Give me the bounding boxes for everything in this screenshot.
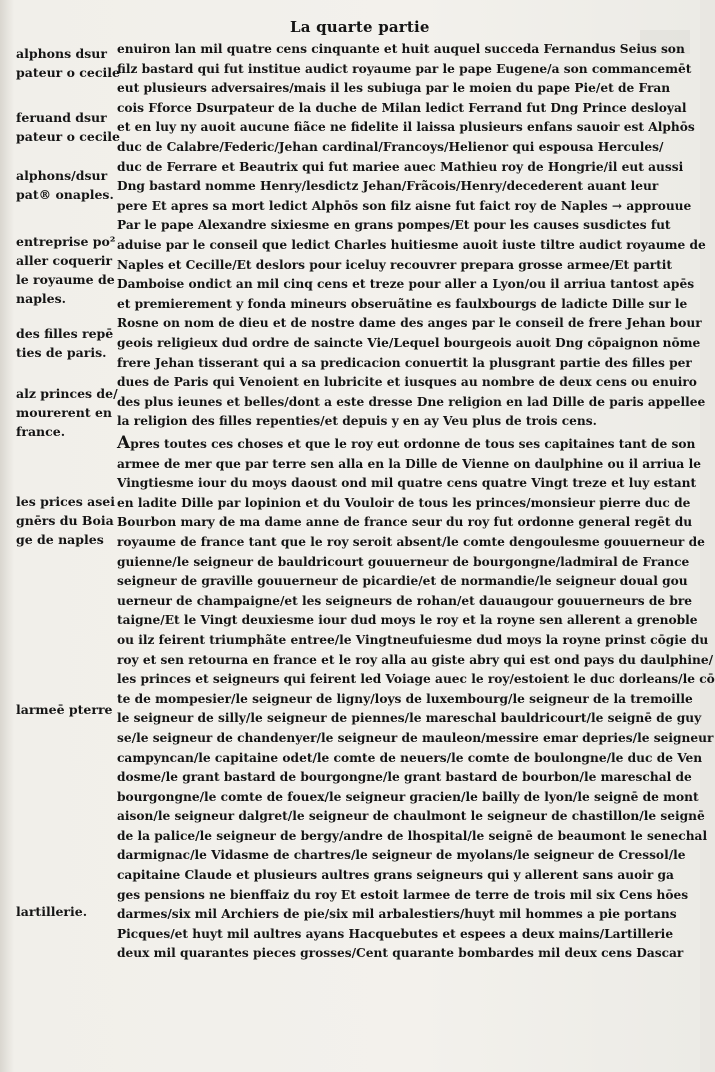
text-line: Dng bastard nomme Henry/lesdictz Jehan/Frãcois/Henry/decederent auant leur xyxy=(117,179,659,194)
text-line: darmes/six mil Archiers de pie/six mil arbalestiers/huyt mil hommes a pie portans xyxy=(117,907,677,922)
text-line: de la palice/le seigneur de bergy/andre de lhospital/le seignē de beaumont le senechal xyxy=(117,828,708,843)
text-line: pere Et apres sa mort ledict Alphōs son filz aisne fut faict roy de Naples → approuue xyxy=(117,198,692,213)
text-line: capitaine Claude et plusieurs aultres grans seigneurs qui y allerent sans auoir ga xyxy=(117,868,674,883)
text-line: et en luy ny auoit aucune fiãce ne fidelite il laissa plusieurs enfans sauoir est Alphōs xyxy=(117,120,695,135)
margin-note-line: alphons/dsur xyxy=(16,168,108,183)
text-line: Apres toutes ces choses et que le roy eut ordonne de tous ses capitaines tant de son xyxy=(117,433,696,453)
text-line: eut plusieurs adversaires/mais il les subiuga par le moien du pape Pie/et de Fran xyxy=(117,81,671,96)
text-line: uerneur de champaigne/et les seigneurs de rohan/et dauaugour gouuerneurs de bre xyxy=(117,593,693,608)
margin-note-line: naples. xyxy=(16,291,67,306)
margin-note-line: alz princes de/ xyxy=(16,386,118,401)
margin-note-line: aller coquerir xyxy=(16,253,113,268)
margin-note-line: entreprise po² xyxy=(16,234,116,249)
text-line: te de mompesier/le seigneur de ligny/loys de luxembourg/le seigneur de la tremoille xyxy=(117,691,693,706)
text-line: des plus ieunes et belles/dont a este dresse Dne religion en lad Dille de paris appellee xyxy=(117,394,706,409)
margin-note-line: pat® onaples. xyxy=(16,187,114,202)
margin-note-6 xyxy=(16,384,118,441)
margin-note-line: france. xyxy=(16,424,66,439)
margin-note-line: ties de paris. xyxy=(16,345,107,360)
margin-note-line: les prices asei xyxy=(16,494,115,509)
text-line: se/le seigneur de chandenyer/le seigneur de mauleon/messire emar depries/le seigneur xyxy=(117,730,714,745)
paragraph-1 xyxy=(117,40,706,432)
text-line: la religion des filles repenties/et depuis y en ay Veu plus de trois cens. xyxy=(117,414,597,429)
text-line: Bourbon mary de ma dame anne de france seur du roy fut ordonne general regēt du xyxy=(117,515,693,530)
text-line: bourgongne/le comte de fouex/le seigneur gracien/le bailly de lyon/le seignē de mont xyxy=(117,789,699,804)
margin-note-line: mourerent en xyxy=(16,405,112,420)
text-line: ges pensions ne bienffaiz du roy Et estoit larmee de terre de trois mil six Cens hōes xyxy=(117,887,689,902)
paragraph-2 xyxy=(117,433,715,964)
margin-note-line: ge de naples xyxy=(16,532,104,547)
margin-note-line: feruand dsur xyxy=(16,110,107,125)
text-line: aduise par le conseil que ledict Charles huitiesme auoit iuste tiltre audict royaume de xyxy=(117,237,706,252)
text-line: cois Fforce Dsurpateur de la duche de Milan ledict Ferrand fut Dng Prince desloyal xyxy=(117,100,687,115)
margin-note-8 xyxy=(16,700,112,719)
text-line: roy et sen retourna en france et le roy alla au giste abry qui est ond pays du daulphine/ xyxy=(117,652,714,667)
margin-note-1 xyxy=(16,44,120,82)
margin-note-2 xyxy=(16,108,120,146)
text-line: ou ilz feirent triumphãte entree/le Vingtneufuiesme dud moys la royne prinst cōgie du xyxy=(117,632,709,647)
text-line: enuiron lan mil quatre cens cinquante et huit auquel succeda Fernandus Seius son xyxy=(117,42,685,56)
text-line: dues de Paris qui Venoient en lubricite et iusques au nombre de deux cens ou enuiro xyxy=(117,375,697,390)
text-line: et premierement y fonda mineurs obseruãtine es faulxbourgs de ladicte Dille sur le xyxy=(117,296,688,311)
text-line: aison/le seigneur dalgret/le seigneur de chaulmont le seigneur de chastillon/le seignē xyxy=(117,809,705,824)
text-line: duc de Ferrare et Beautrix qui fut mariee auec Mathieu roy de Hongrie/il eut aussi xyxy=(117,159,684,174)
margin-note-line: lartillerie. xyxy=(16,904,88,919)
text-line: guienne/le seigneur de bauldricourt gouuerneur de bourgongne/ladmiral de France xyxy=(117,554,690,569)
text-line: Naples et Cecille/Et deslors pour iceluy recouvrer prepara grosse armee/Et partit xyxy=(117,257,673,272)
margin-note-line: gnērs du Boia xyxy=(16,513,114,528)
margin-note-line: pateur o cecile xyxy=(16,65,120,80)
text-line: les princes et seigneurs qui feirent led Voiage auec le roy/estoient le duc dorleans/le cō xyxy=(117,672,715,687)
text-line: royaume de france tant que le roy seroit absent/le comte dengoulesme gouuerneur de xyxy=(117,534,705,549)
margin-note-3 xyxy=(16,166,112,204)
margin-note-line: alphons dsur xyxy=(16,46,107,61)
margin-note-7 xyxy=(16,492,115,549)
text-line: duc de Calabre/Federic/Jehan cardinal/Francoys/Helienor qui espousa Hercules/ xyxy=(117,139,664,154)
text-line: Picques/et huyt mil aultres ayans Hacquebutes et espees a deux mains/Lartillerie xyxy=(117,926,674,941)
text-line: campyncan/le capitaine odet/le comte de neuers/le comte de boulongne/le duc de Ven xyxy=(117,750,703,765)
text-line: deux mil quarantes pieces grosses/Cent quarante bombardes mil deux cens Dascar xyxy=(117,946,684,961)
text-line: filz bastard qui fut institue audict royaume par le pape Eugene/a son commancemēt xyxy=(117,61,692,76)
text-line: le seigneur de silly/le seigneur de piennes/le mareschal bauldricourt/le seignē de guy xyxy=(117,711,702,726)
text-line: en ladite Dille par lopinion et du Vouloir de tous les princes/monsieur pierre duc de xyxy=(117,495,691,510)
text-line: Vingtiesme iour du moys daoust ond mil quatre cens quatre Vingt treze et luy estant xyxy=(117,476,697,491)
margin-note-9 xyxy=(16,902,112,921)
margin-note-line: larmeē pterre xyxy=(16,702,113,717)
margin-note-4 xyxy=(16,232,116,308)
margin-note-line: le royaume de xyxy=(16,272,115,287)
text-line: seigneur de graville gouuerneur de picardie/et de normandie/le seigneur doual gou xyxy=(117,574,688,589)
text-line: Par le pape Alexandre sixiesme en grans pompes/Et pour les causes susdictes fut xyxy=(117,218,671,233)
text-line: dosme/le grant bastard de bourgongne/le grant bastard de bourbon/le mareschal de xyxy=(117,770,692,785)
margin-note-line: des filles repē xyxy=(16,326,114,341)
margin-note-line: pateur o cecile xyxy=(16,129,120,144)
running-header: La quarte partie xyxy=(290,18,430,36)
text-line: Rosne on nom de dieu et de nostre dame des anges par le conseil de frere Jehan bour xyxy=(117,316,702,331)
text-line: frere Jehan tisserant qui a sa predicacion conuertit la plusgrant partie des filles per xyxy=(117,355,692,370)
text-line: armee de mer que par terre sen alla en la Dille de Vienne on daulphine ou il arriua le xyxy=(117,456,701,471)
text-line: geois religieux dud ordre de saincte Vie/Lequel bourgeois auoit Dng cōpaignon nōme xyxy=(117,335,701,350)
text-line: darmignac/le Vidasme de chartres/le seigneur de myolans/le seigneur de Cressol/le xyxy=(117,848,686,863)
text-line: Damboise ondict an mil cinq cens et treze pour aller a Lyon/ou il arriua tantost apēs xyxy=(117,277,695,292)
text-line: taigne/Et le Vingt deuxiesme iour dud moys le roy et la royne sen allerent a grenoble xyxy=(117,613,698,628)
margin-note-5 xyxy=(16,324,112,362)
